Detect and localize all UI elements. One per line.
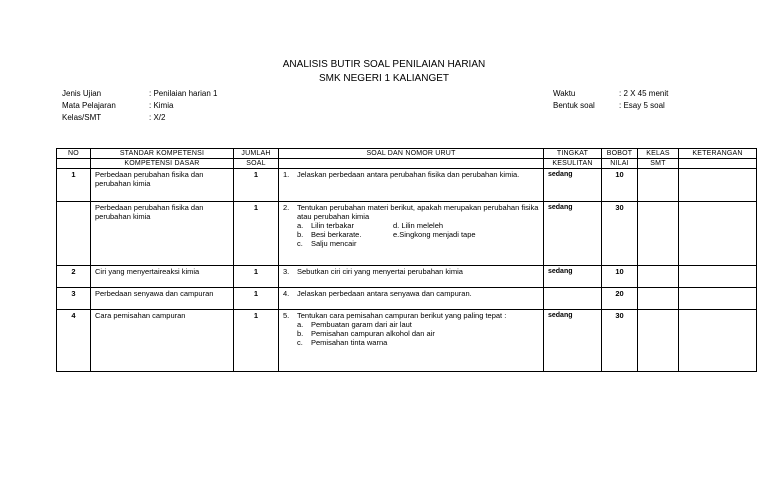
table-row (57, 288, 757, 310)
option-letter: c. (297, 338, 303, 347)
row-question (279, 266, 544, 288)
question-text: Jelaskan perbedaan antara senyawa dan campuran. (297, 289, 472, 298)
row-bobot: 10 (602, 266, 638, 288)
option-row (297, 239, 539, 248)
question-number: 1. (283, 170, 290, 179)
header-soal: SOAL (234, 159, 279, 169)
option-text: Salju mencair (311, 239, 357, 248)
question-number: 4. (283, 289, 290, 298)
row-bobot: 10 (602, 169, 638, 202)
meta-label-subject: Mata Pelajaran (62, 101, 116, 110)
meta-value-exam-type: : Penilaian harian 1 (149, 89, 218, 98)
table-row (57, 266, 757, 288)
option-text: Pemisahan campuran alkohol dan air (311, 329, 435, 338)
table-row (57, 202, 757, 266)
option-row (297, 329, 539, 338)
school-name: SMK NEGERI 1 KALIANGET (318, 73, 450, 84)
question-text: Jelaskan perbedaan antara perubahan fisika dan perubahan kimia. (297, 170, 520, 179)
option-text: Besi berkarate. (311, 230, 362, 239)
row-bobot: 20 (602, 288, 638, 310)
header-soal-nomor-urut: SOAL DAN NOMOR URUT (279, 149, 544, 159)
row-kompetensi-dasar: Perbedaan perubahan fisika dan perubahan kimia (91, 202, 234, 266)
row-level: sedang (544, 310, 602, 372)
option-letter: e. (393, 230, 400, 239)
table-row (57, 169, 757, 202)
header-kelas: KELAS (638, 149, 679, 159)
row-no: 1 (57, 169, 91, 202)
row-kompetensi-dasar: Cara pemisahan campuran (91, 310, 234, 372)
row-level: sedang (544, 169, 602, 202)
header-tingkat: TINGKAT (544, 149, 602, 159)
header-smt: SMT (638, 159, 679, 169)
meta-value-subject: : Kimia (149, 101, 174, 110)
row-bobot: 30 (602, 310, 638, 372)
row-kompetensi-dasar: Perbedaan senyawa dan campuran (91, 288, 234, 310)
row-no: 3 (57, 288, 91, 310)
meta-label-exam-type: Jenis Ujian (62, 89, 102, 98)
row-kompetensi-dasar: Ciri yang menyertaireaksi kimia (91, 266, 234, 288)
option-row (297, 338, 539, 347)
option-text: Lilin meleleh (401, 221, 444, 230)
option-letter: d. (393, 221, 400, 230)
analysis-table (56, 148, 757, 372)
row-kelas (638, 169, 679, 202)
header-standar-kompetensi: STANDAR KOMPETENSI (91, 149, 234, 159)
question-text: Tentukan cara pemisahan campuran berikut yang paling tepat : (297, 311, 507, 320)
meta-label-time: Waktu (553, 89, 576, 98)
row-level (544, 288, 602, 310)
option-text: Singkong menjadi tape (399, 230, 476, 239)
row-no (57, 202, 91, 266)
row-jumlah: 1 (234, 310, 279, 372)
row-jumlah: 1 (234, 288, 279, 310)
header-kesulitan: KESULITAN (544, 159, 602, 169)
header-bobot: BOBOT (602, 149, 638, 159)
question-number: 3. (283, 267, 290, 276)
row-kelas (638, 288, 679, 310)
option-row (297, 221, 539, 230)
header-row-bottom (57, 159, 757, 169)
meta-value-question-form: : Esay 5 soal (619, 101, 665, 110)
row-kelas (638, 310, 679, 372)
row-kelas (638, 266, 679, 288)
row-kelas (638, 202, 679, 266)
question-number: 5. (283, 311, 290, 320)
row-question (279, 169, 544, 202)
row-keterangan (679, 310, 757, 372)
header-jumlah: JUMLAH (234, 149, 279, 159)
meta-value-class: : X/2 (149, 113, 166, 122)
row-level: sedang (544, 202, 602, 266)
row-question (279, 288, 544, 310)
row-jumlah: 1 (234, 202, 279, 266)
option-text: Pembuatan garam dari air laut (311, 320, 412, 329)
row-question (279, 310, 544, 372)
meta-label-question-form: Bentuk soal (553, 101, 595, 110)
option-letter: c. (297, 239, 303, 248)
row-bobot: 30 (602, 202, 638, 266)
header-nilai: NILAI (602, 159, 638, 169)
row-no: 4 (57, 310, 91, 372)
header-no: NO (57, 149, 91, 159)
row-keterangan (679, 288, 757, 310)
meta-value-time: : 2 X 45 menit (619, 89, 669, 98)
question-number: 2. (283, 203, 290, 212)
meta-label-class: Kelas/SMT (62, 113, 102, 122)
question-text: Tentukan perubahan materi berikut, apakah merupakan perubahan fisika atau perubahan kimia (297, 203, 539, 221)
table-row (57, 310, 757, 372)
header-keterangan: KETERANGAN (679, 149, 757, 159)
row-keterangan (679, 202, 757, 266)
row-kompetensi-dasar: Perbedaan perubahan fisika dan perubahan kimia (91, 169, 234, 202)
option-letter: a. (297, 221, 304, 230)
row-no: 2 (57, 266, 91, 288)
row-jumlah: 1 (234, 169, 279, 202)
document-title: ANALISIS BUTIR SOAL PENILAIAN HARIAN (282, 59, 486, 70)
option-letter: b. (297, 230, 304, 239)
option-letter: b. (297, 329, 304, 338)
option-row (297, 320, 539, 329)
row-jumlah: 1 (234, 266, 279, 288)
row-question (279, 202, 544, 266)
question-text: Sebutkan ciri ciri yang menyertai perubahan kimia (297, 267, 463, 276)
option-letter: a. (297, 320, 304, 329)
row-level: sedang (544, 266, 602, 288)
option-text: Pemisahan tinta warna (311, 338, 388, 347)
header-row-top (57, 149, 757, 159)
option-row (297, 230, 539, 239)
header-kompetensi-dasar: KOMPETENSI DASAR (91, 159, 234, 169)
row-keterangan (679, 266, 757, 288)
option-text: Lilin terbakar (311, 221, 354, 230)
row-keterangan (679, 169, 757, 202)
